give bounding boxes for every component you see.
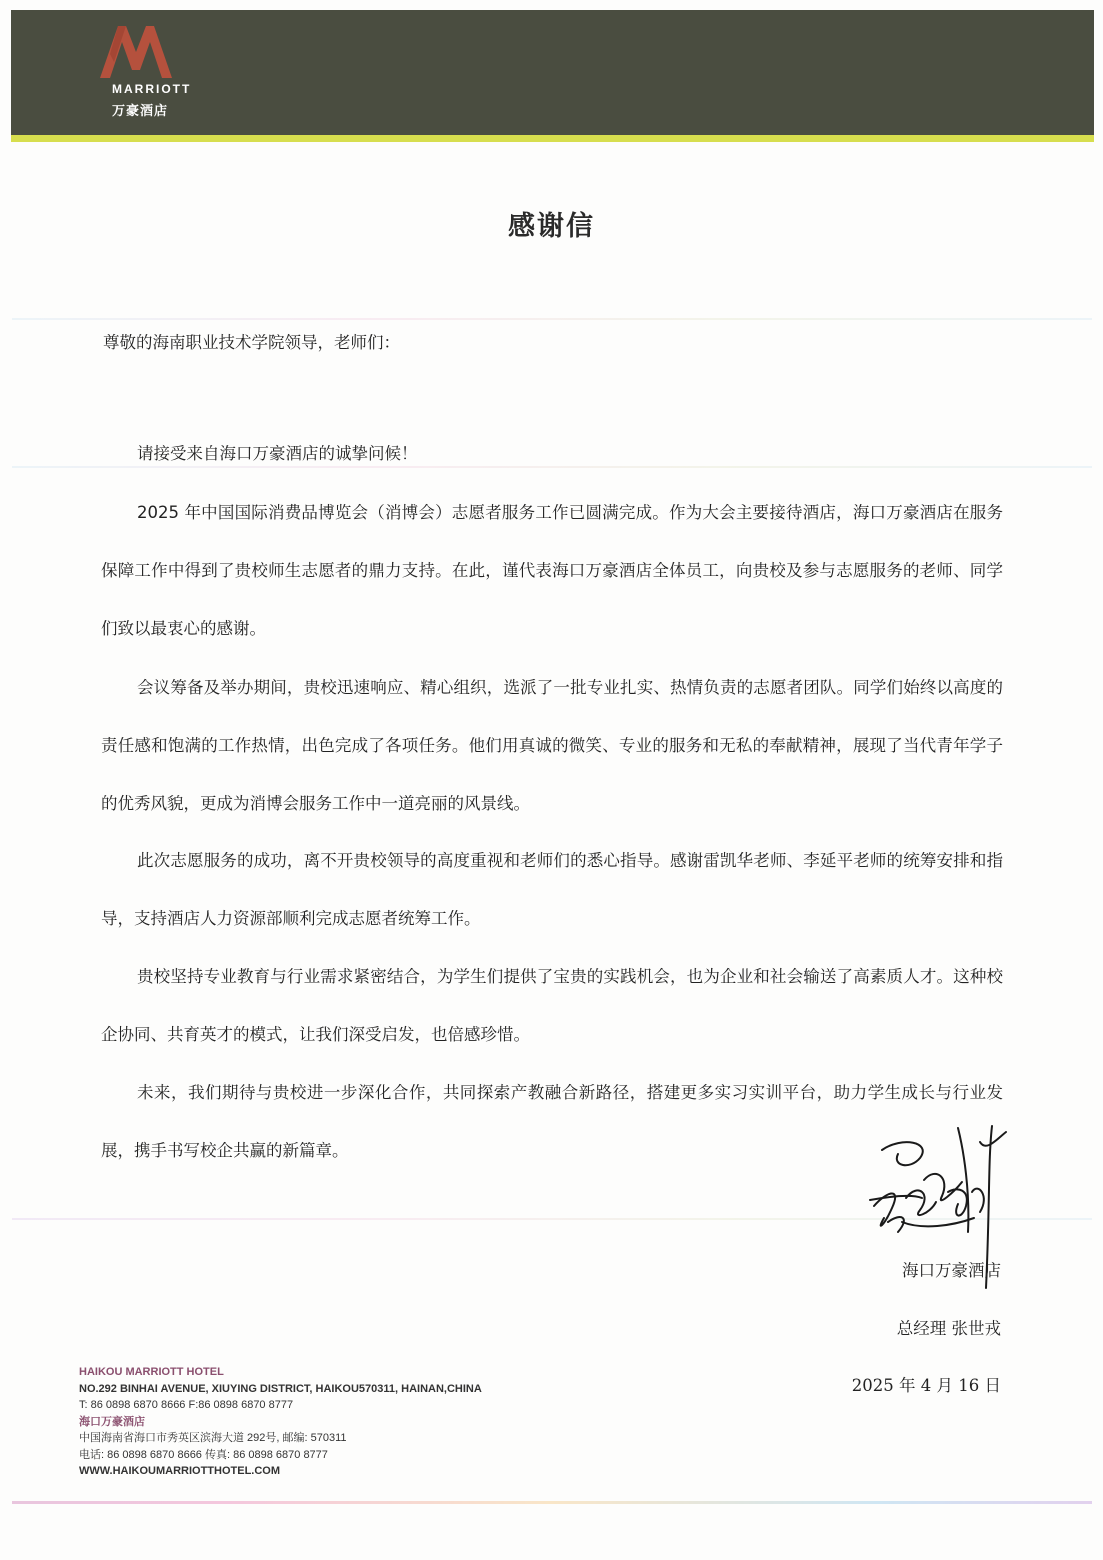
- paragraph-education: 贵校坚持专业教育与行业需求紧密结合，为学生们提供了宝贵的实践机会，也为企业和社会输送了高素质人才。这种校企协同、共育英才的模式，让我们深受启发，也倍感珍惜。: [101, 967, 1003, 1044]
- brand-name-cn: 万豪酒店: [112, 104, 169, 119]
- letterhead-footer: [79, 1364, 599, 1480]
- footer-hotel-name-en: HAIKOU MARRIOTT HOTEL: [79, 1366, 224, 1378]
- letter-title: 感谢信: [508, 211, 595, 242]
- scan-line: [12, 318, 1092, 320]
- footer-phone-cn: 电话: 86 0898 6870 8666 传真: 86 0898 6870 8777: [79, 1448, 328, 1461]
- footer-hotel-name-cn: 海口万豪酒店: [79, 1415, 145, 1428]
- paragraph-teachers: 此次志愿服务的成功，离不开贵校领导的高度重视和老师们的悉心指导。感谢雷凯华老师、李延平老师的统筹安排和指导，支持酒店人力资源部顺利完成志愿者统筹工作。: [101, 851, 1003, 928]
- footer-decorative-line: [12, 1501, 1092, 1504]
- footer-phone-en: T: 86 0898 6870 8666 F:86 0898 6870 8777: [79, 1399, 294, 1411]
- marriott-logo: [92, 22, 202, 122]
- paragraph-volunteers: 会议筹备及举办期间，贵校迅速响应、精心组织，选派了一批专业扎实、热情负责的志愿者团队。同学们始终以高度的责任感和饱满的工作热情，出色完成了各项任务。他们用真诚的微笑、专业的服务和无私的奉献精神，展现了当代青年学子的优秀风貌，更成为消博会服务工作中一道亮丽的风景线。: [101, 678, 1003, 813]
- header-accent-stripe: [11, 135, 1094, 142]
- footer-address-cn: 中国海南省海口市秀英区滨海大道 292号, 邮编: 570311: [79, 1432, 347, 1444]
- signer-organization: 海口万豪酒店: [902, 1261, 1001, 1280]
- signer-name: 总经理 张世戎: [896, 1319, 1001, 1338]
- footer-website: WWW.HAIKOUMARRIOTTHOTEL.COM: [79, 1465, 281, 1477]
- letter-date: 2025 年 4 月 16 日: [851, 1376, 1001, 1395]
- footer-address-en: NO.292 BINHAI AVENUE, XIUYING DISTRICT, HAIKOU570311, HAINAN,CHINA: [79, 1382, 482, 1395]
- brand-name-en: MARRIOTT: [112, 82, 192, 96]
- paragraph-greeting: 请接受来自海口万豪酒店的诚挚问候！: [137, 444, 418, 463]
- marriott-m-logo-icon: [96, 22, 176, 82]
- salutation: 尊敬的海南职业技术学院领导，老师们：: [103, 333, 400, 352]
- paragraph-thanks: 2025 年中国国际消费品博览会（消博会）志愿者服务工作已圆满完成。作为大会主要接待酒店，海口万豪酒店在服务保障工作中得到了贵校师生志愿者的鼎力支持。在此，谨代表海口万豪酒店全体员工，向贵校及参与志愿服务的老师、同学们致以最衷心的感谢。: [101, 503, 1003, 638]
- paragraph-future: 未来，我们期待与贵校进一步深化合作，共同探索产教融合新路径，搭建更多实习实训平台，助力学生成长与行业发展，携手书写校企共赢的新篇章。: [101, 1083, 1003, 1160]
